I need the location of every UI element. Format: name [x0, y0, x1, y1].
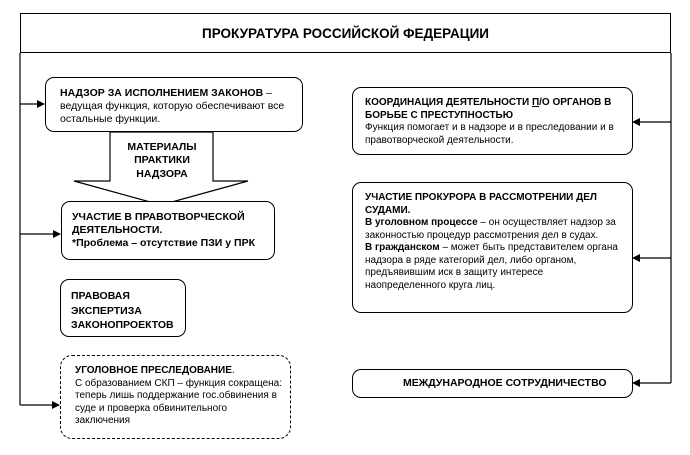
international-text: МЕЖДУНАРОДНОЕ СОТРУДНИЧЕСТВО	[403, 376, 607, 389]
materials-label	[112, 141, 212, 181]
materials-label-line-3: НАДЗОРА	[136, 167, 188, 180]
coordination-text: Функция помогает и в надзоре и в преследовании и в правотворческой деятельности.	[365, 122, 614, 146]
prosecution-title: УГОЛОВНОЕ ПРЕСЛЕДОВАНИЕ	[75, 365, 232, 376]
page-title: ПРОКУРАТУРА РОССИЙСКОЙ ФЕДЕРАЦИИ	[201, 25, 490, 41]
lawmaking-title: УЧАСТИЕ В ПРАВОТВОРЧЕСКОЙ ДЕЯТЕЛЬНОСТИ.	[72, 211, 245, 237]
prosecution-box	[60, 355, 291, 439]
lawmaking-box	[61, 201, 275, 260]
supervision-box	[45, 77, 303, 132]
expertise-text: ПРАВОВАЯ ЭКСПЕРТИЗА ЗАКОНОПРОЕКТОВ	[71, 290, 174, 332]
supervision-text: – ведущая функция, которую обеспечивают все остальные функции.	[60, 87, 285, 126]
coordination-title-a: КООРДИНАЦИЯ ДЕЯТЕЛЬНОСТИ	[365, 97, 532, 108]
materials-label-line-2: ПРАКТИКИ	[134, 154, 190, 167]
supervision-title: НАДЗОР ЗА ИСПОЛНЕНИЕМ ЗАКОНОВ	[60, 87, 264, 99]
international-box	[352, 369, 633, 398]
materials-label-line-1: МАТЕРИАЛЫ	[127, 141, 197, 153]
expertise-box	[60, 279, 186, 337]
coordination-box	[352, 87, 633, 155]
coordination-title-b: /О ОРГАНОВ В БОРЬБЕ С ПРЕСТУПНОСТЬЮ	[365, 97, 612, 121]
prosecution-text: С образованием СКП – функция сокращена: теперь лишь поддержание гос.обвинения в суде и проверка обвинительного заключения	[75, 377, 283, 426]
title-box	[20, 13, 671, 53]
court-criminal-title: В уголовном процессе	[365, 217, 478, 228]
court-criminal-text: – он осуществляет надзор за законностью процедур рассмотрения дел в судах.	[365, 217, 616, 241]
court-box	[352, 182, 633, 313]
lawmaking-note: *Проблема – отсутствие ПЗИ у ПРК	[72, 237, 255, 250]
prosecution-dot: .	[231, 365, 235, 376]
court-title: УЧАСТИЕ ПРОКУРОРА В РАССМОТРЕНИИ ДЕЛ СУДАМИ.	[365, 192, 597, 216]
coordination-title-u: П	[531, 97, 540, 108]
court-civil-title: В гражданском	[365, 242, 440, 253]
court-civil-text: – может быть представителем органа надзора в ряде категорий дел, либо органом, предъявившим иск в защиту интересе наопределенного круга лиц.	[365, 242, 618, 291]
